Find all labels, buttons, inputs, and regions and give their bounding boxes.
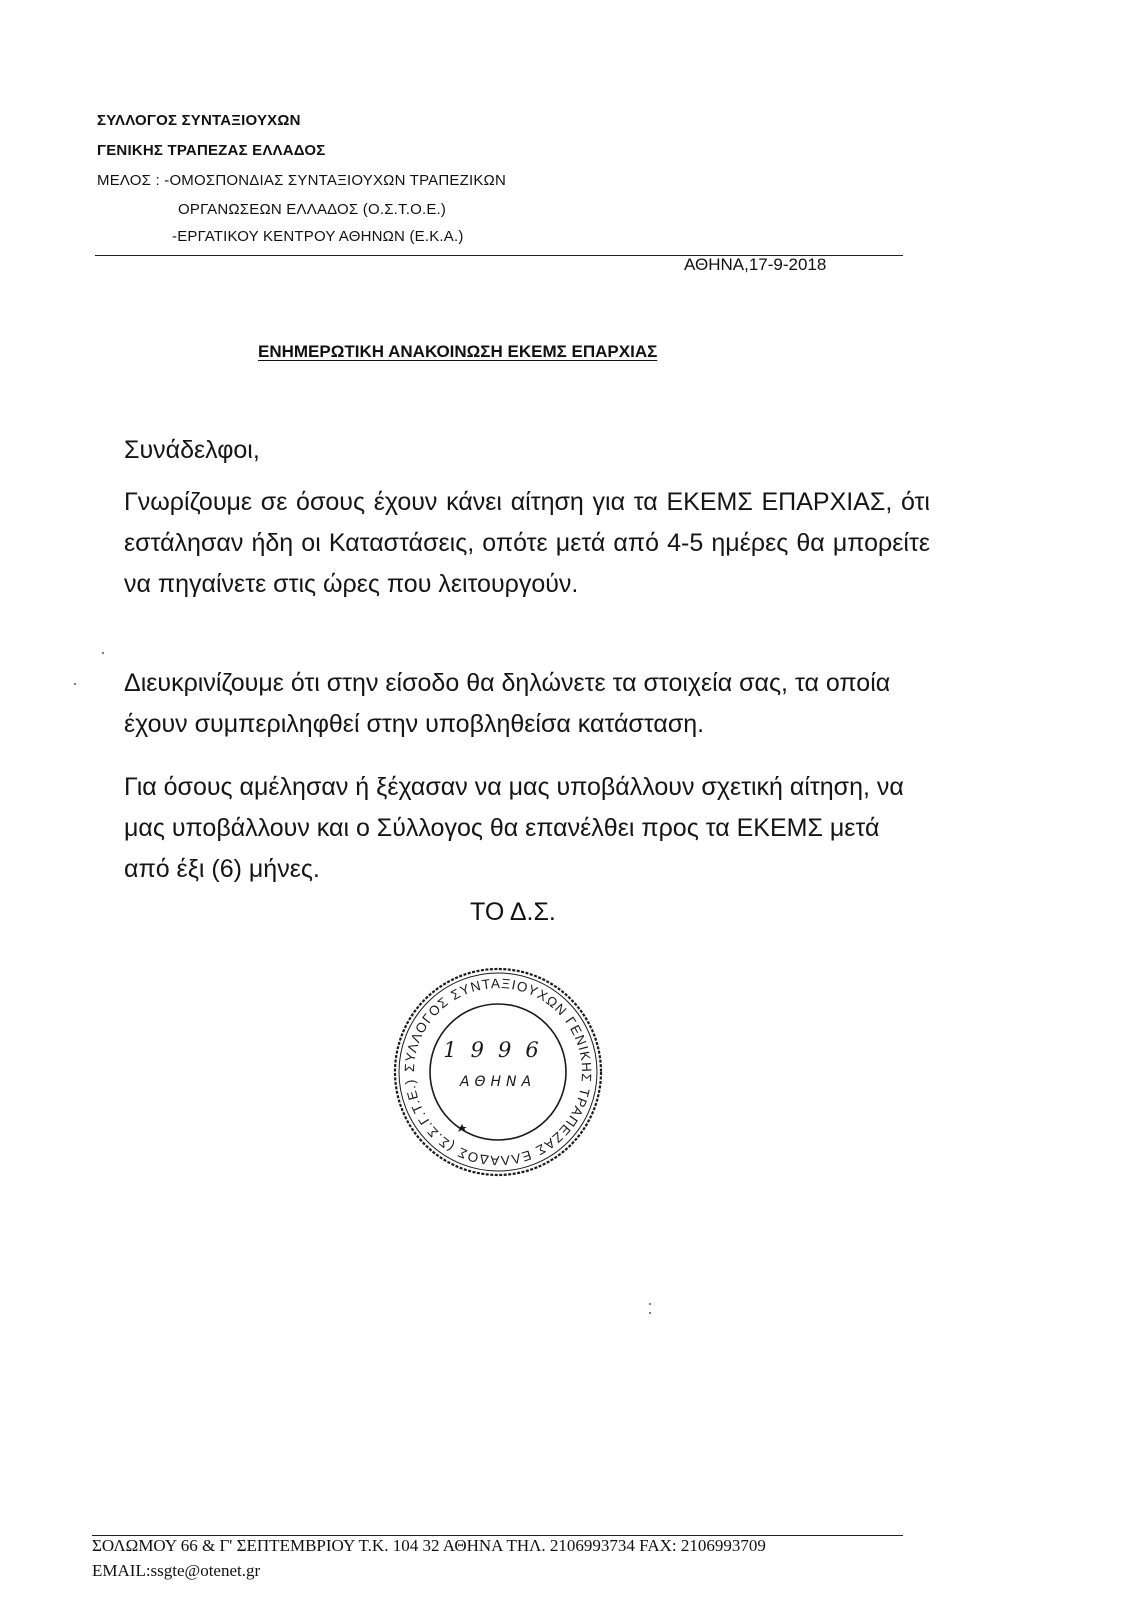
association-stamp-seal: [388, 962, 608, 1182]
scan-speck: [649, 1312, 651, 1314]
stamp-ring-text: ΣΥΛΛΟΓΟΣ ΣΥΝΤΑΞΙΟΥΧΩΝ ΓΕΝΙΚΗΣ ΤΡΑΠΕΖΑΣ ΕΛΛΑΔΟΣ (Σ.Σ.Γ.Τ.Ε.): [401, 975, 595, 1169]
paragraph-3: Για όσους αμέλησαν ή ξέχασαν να μας υποβάλλουν σχετική αίτηση, να μας υποβάλλουν και ο Σύλλογος θα επανέλθει προς τα ΕΚΕΜΣ μετά από έξι (6) μήνες.: [124, 773, 904, 883]
stamp-city: ΑΘΗΝΑ: [459, 1074, 537, 1090]
association-name: ΣΥΛΛΟΓΟΣ ΣΥΝΤΑΞΙΟΥΧΩΝ: [97, 112, 301, 129]
paragraph-2: Διευκρινίζουμε ότι στην είσοδο θα δηλώνετε τα στοιχεία σας, τα οποία έχουν συμπεριληφθεί στην υποβληθείσα κατάσταση.: [124, 669, 891, 738]
scan-speck: [649, 1303, 651, 1305]
member-line-3: -ΕΡΓΑΤΙΚΟΥ ΚΕΝΤΡΟΥ ΑΘΗΝΩΝ (Ε.Κ.Α.): [172, 228, 464, 245]
footer-email: EMAIL:ssgte@otenet.gr: [92, 1561, 261, 1580]
scan-speck: [102, 652, 104, 654]
member-line-1: ΜΕΛΟΣ : -ΟΜΟΣΠΟΝΔΙΑΣ ΣΥΝΤΑΞΙΟΥΧΩΝ ΤΡΑΠΕΖΙΚΩΝ: [97, 172, 507, 189]
scan-speck: [74, 683, 76, 685]
document-title: ΕΝΗΜΕΡΩΤΙΚΗ ΑΝΑΚΟΙΝΩΣΗ ΕΚΕΜΣ ΕΠΑΡΧΙΑΣ: [258, 342, 658, 361]
bank-name: ΓΕΝΙΚΗΣ ΤΡΑΠΕΖΑΣ ΕΛΛΑΔΟΣ: [97, 142, 326, 159]
greeting: Συνάδελφοι,: [124, 436, 260, 464]
stamp-year: 1996: [443, 1038, 553, 1062]
document-date: ΑΘΗΝΑ,17-9-2018: [684, 255, 827, 274]
footer-address: ΣΟΛΩΜΟΥ 66 & Γ' ΣΕΠΤΕΜΒΡΙΟΥ Τ.Κ. 104 32 ΑΘΗΝΑ ΤΗΛ. 2106993734 FAX: 2106993709: [92, 1536, 766, 1555]
paragraph-1: Γνωρίζουμε σε όσους έχουν κάνει αίτηση για τα ΕΚΕΜΣ ΕΠΑΡΧΙΑΣ, ότι εστάλησαν ήδη οι Καταστάσεις, οπότε μετά από 4-5 ημέρες θα μπορείτε να πηγαίνετε στις ώρες που λειτουργούν.: [124, 488, 930, 598]
member-line-2: ΟΡΓΑΝΩΣΕΩΝ ΕΛΛΑΔΟΣ (Ο.Σ.Τ.Ο.Ε.): [178, 201, 447, 218]
signature-board: ΤΟ Δ.Σ.: [470, 898, 556, 926]
